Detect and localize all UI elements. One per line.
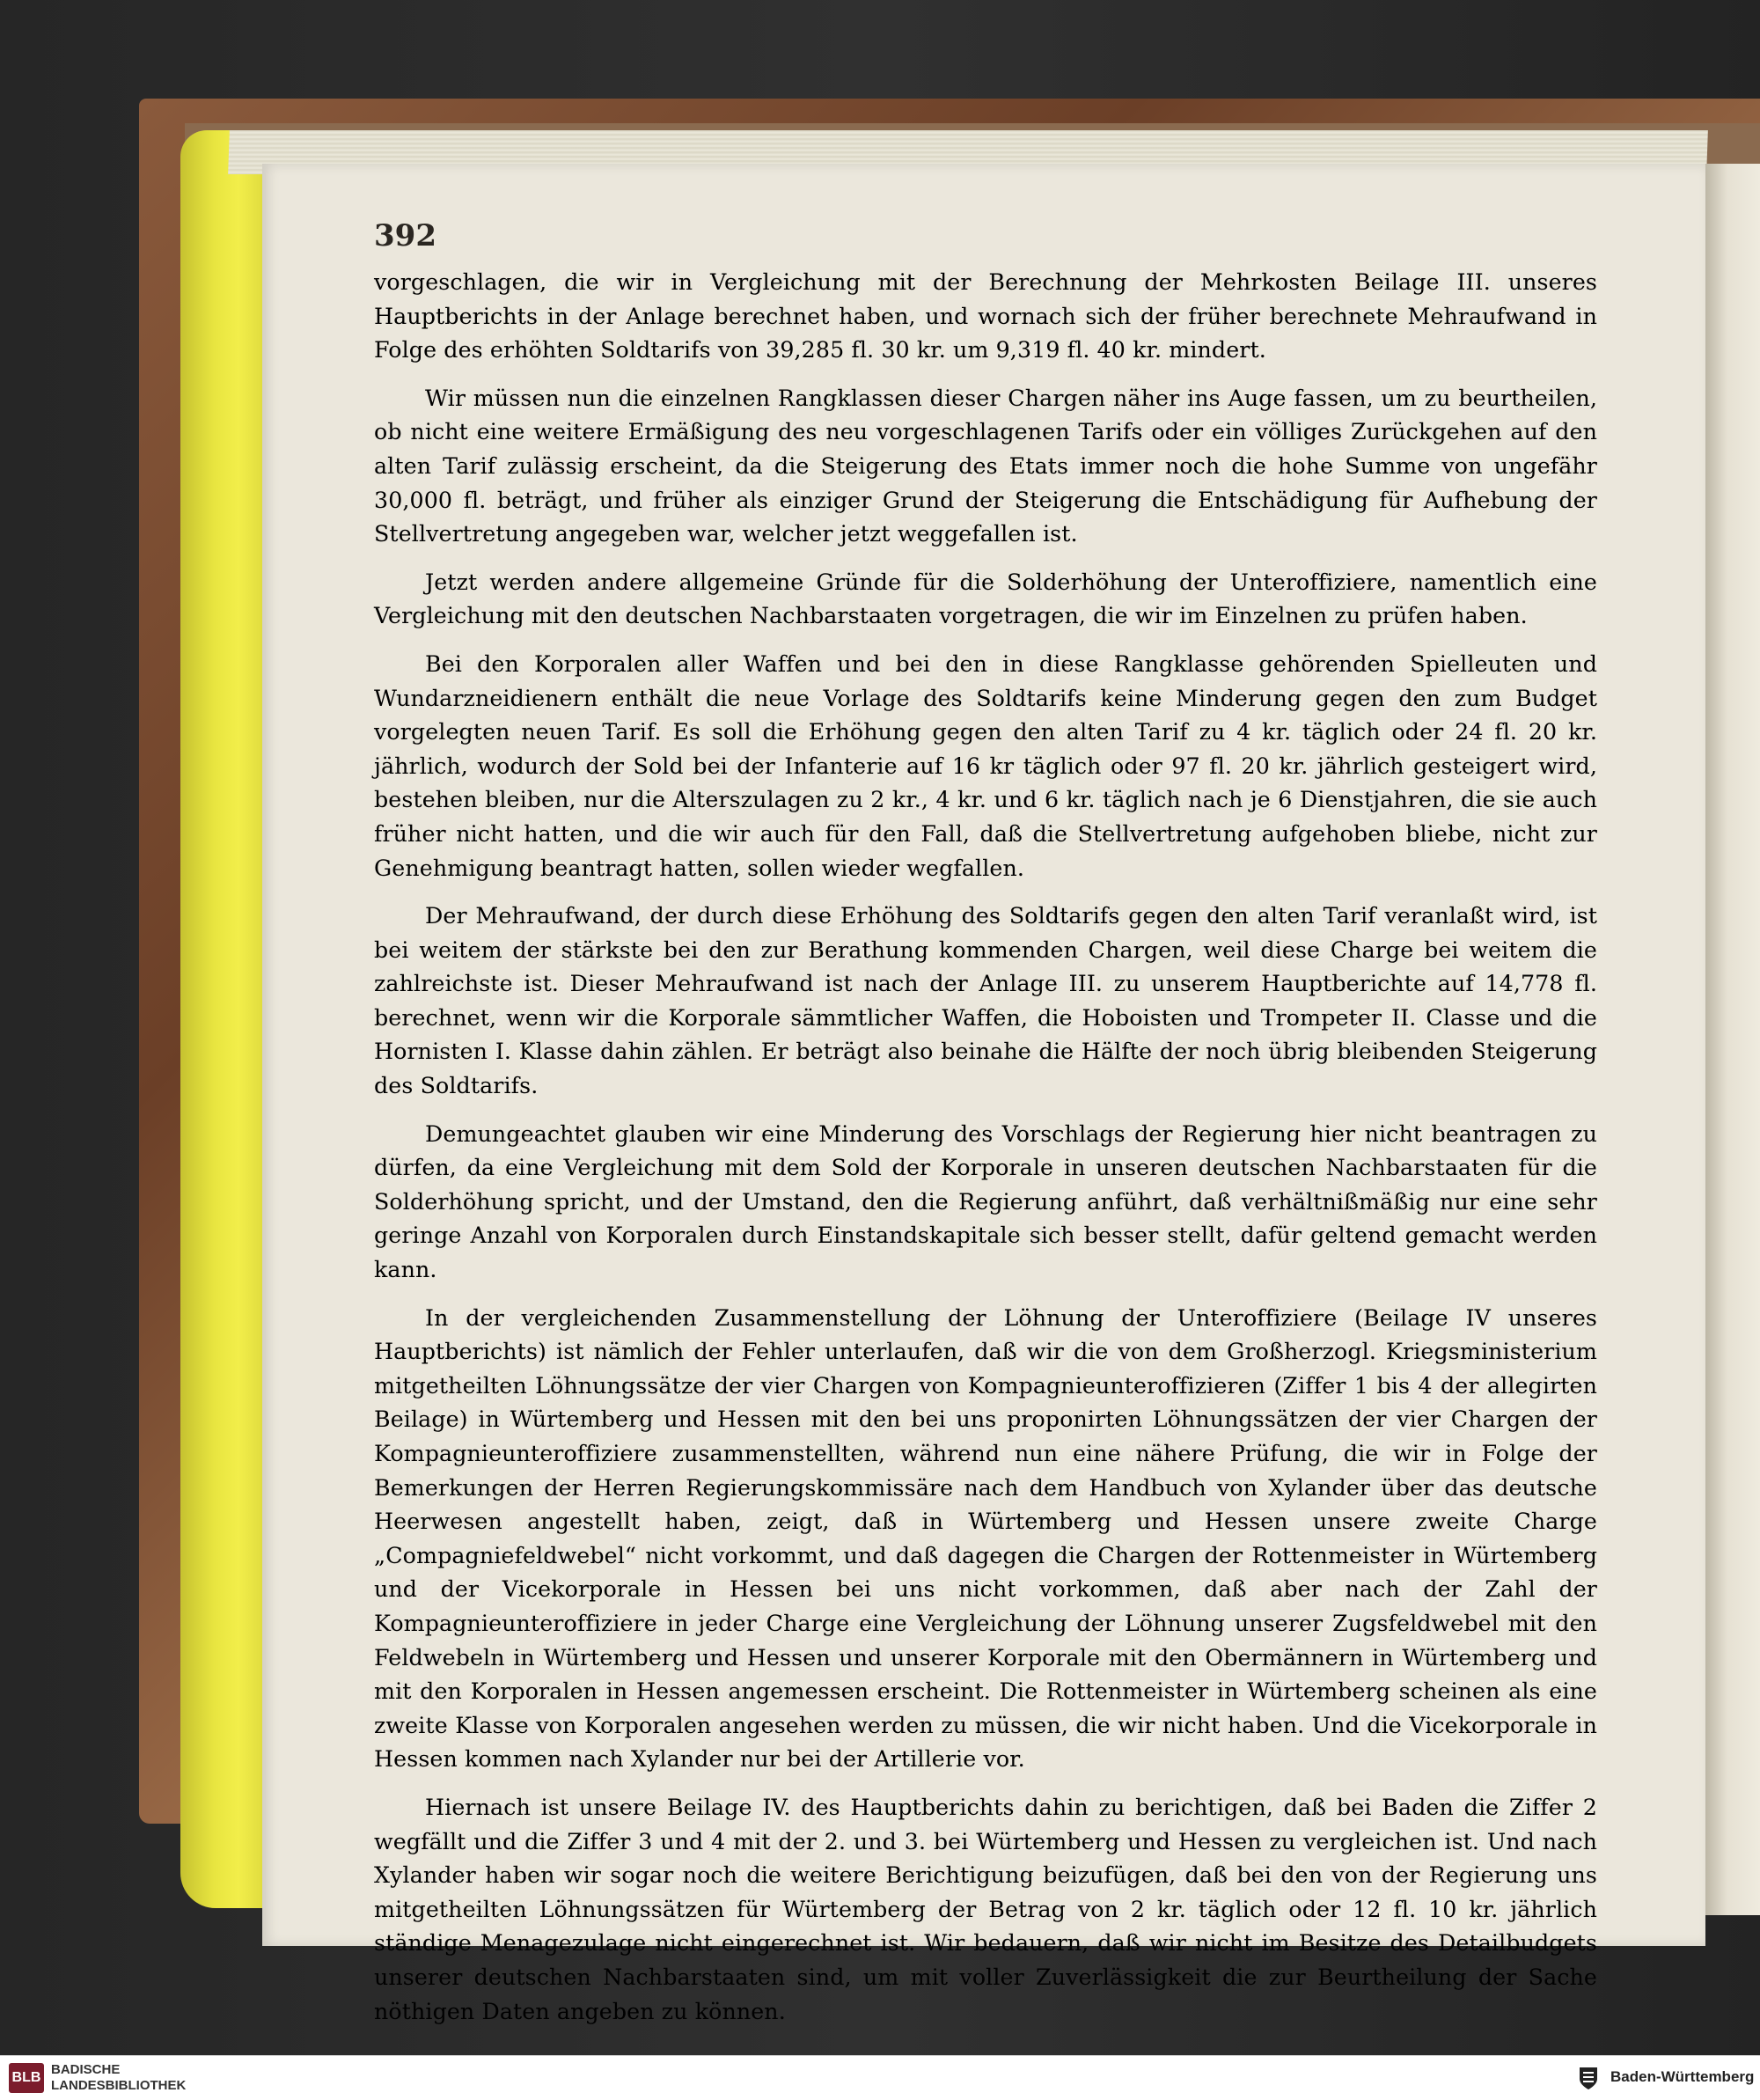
paragraph: Der Mehraufwand, der durch diese Erhöhung des Soldtarifs gegen den alten Tarif veranlaßt wird, ist bei weitem der stärkste bei den zur Berathung kommenden Chargen, weil diese Charge bei weitem die zahlreichste ist. Dieser Mehraufwand ist nach der Anlage III. zu unserem Hauptberichte auf 14,778 fl. berechnet, wenn wir die Korporale sämmtlicher Waffen, die Hoboisten und Trompeter II. Classe und die Hornisten I. Klasse dahin zählen. Er beträgt also beinahe die Hälfte der noch übrig bleibenden Steigerung des Soldtarifs. <box>374 903 1597 1099</box>
footer-bar <box>0 2055 1760 2100</box>
paragraph: Hiernach ist unsere Beilage IV. des Hauptberichts dahin zu berichtigen, daß bei Baden die Ziffer 2 wegfällt und die Ziffer 3 und 4 mit der 2. und 3. bei Würtemberg und Hessen zu vergleichen ist. Und nach Xylander haben wir sogar noch die weitere Berichtigung beizufügen, daß bei den von der Regierung uns mitgetheilten Löhnungssätzen für Würtemberg der Betrag von 2 kr. täglich oder 12 fl. 10 kr. jährlich ständige Menagezulage nicht eingerechnet ist. Wir bedauern, daß wir nicht im Besitze des Detailbudgets unserer deutschen Nachbarstaaten sind, um mit voller Zuverlässigkeit die zur Beurtheilung der Sache nöthigen Daten angeben zu können. <box>374 1794 1597 2024</box>
blb-name[interactable] <box>51 2062 186 2094</box>
page-number: 392 <box>374 218 436 253</box>
facing-page-edge <box>1705 164 1760 1915</box>
baden-wuerttemberg-label[interactable]: Baden-Württemberg <box>1610 2068 1755 2085</box>
paragraph: Demungeachtet glauben wir eine Minderung des Vorschlags der Regierung hier nicht beantragen zu dürfen, da eine Vergleichung mit dem Sold der Korporale in unseren deutschen Nachbarstaaten für die Solderhöhung spricht, und der Umstand, den die Regierung anführt, daß verhältnißmäßig nur eine sehr geringe Anzahl von Korporalen durch Einstandskapitale sich besser stellt, dafür geltend gemacht werden kann. <box>374 1120 1597 1283</box>
paragraph: vorgeschlagen, die wir in Vergleichung mit der Berechnung der Mehrkosten Beilage III. unseres Hauptberichts in der Anlage berechnet haben, und wornach sich der früher berechnete Mehraufwand in Folge des erhöhten Soldtarifs von 39,285 fl. 30 kr. um 9,319 fl. 40 kr. mindert. <box>374 269 1597 363</box>
blb-name-line2: LANDESBIBLIOTHEK <box>51 2078 187 2093</box>
paragraph: Jetzt werden andere allgemeine Gründe für die Solderhöhung der Unteroffiziere, namentlich eine Vergleichung mit den deutschen Nachbarstaaten vorgetragen, die wir im Einzelnen zu prüfen haben. <box>374 569 1597 629</box>
paragraph: In der vergleichenden Zusammenstellung der Löhnung der Unteroffiziere (Beilage IV unseres Hauptberichts) ist nämlich der Fehler unterlaufen, daß wir die von dem Großherzogl. Kriegsministerium mitgetheilten Löhnungssätze der vier Chargen von Kompagnieunteroffizieren (Ziffer 1 bis 4 der allegirten Beilage) in Würtemberg und Hessen mit den bei uns proponirten Löhnungssätzen der vier Chargen der Kompagnieunteroffiziere zusammenstellten, während nun eine nähere Prüfung, die wir in Folge der Bemerkungen der Herren Regierungskommissäre nach dem Handbuch von Xylander über das deutsche Heerwesen angestellt haben, zeigt, daß in Würtemberg und Hessen unsere zweite Charge „Compagniefeldwebel“ nicht vorkommt, und daß dagegen die Chargen der Rottenmeister in Würtemberg und der Vicekorporale in Hessen bei uns nicht vorkommen, daß aber nach der Zahl der Kompagnieunteroffiziere in jeder Charge eine Vergleichung der Löhnung unserer Zugsfeldwebel mit den Feldwebeln in Würtemberg und Hessen und unserer Korporale mit den Obermännern in Würtemberg und mit den Korporalen in Hessen angemessen erscheint. Die Rottenmeister in Würtemberg scheinen als eine zweite Klasse von Korporalen angesehen werden zu müssen, die wir nicht haben. Und die Vicekorporale in Hessen kommen nach Xylander nur bei der Artillerie vor. <box>374 1304 1597 1773</box>
coat-of-arms-icon <box>1575 2065 1602 2091</box>
blb-name-line1: BADISCHE <box>51 2062 121 2077</box>
page-text <box>374 266 1597 2043</box>
paragraph: Bei den Korporalen aller Waffen und bei den in diese Rangklasse gehörenden Spielleuten und Wundarzneidienern enthält die neue Vorlage des Soldtarifs keine Minderung gegen den zum Budget vorgelegten neuen Tarif. Es soll die Erhöhung gegen den alten Tarif zu 4 kr. täglich oder 24 fl. 20 kr. jährlich, wodurch der Sold bei der Infanterie auf 16 kr täglich oder 97 fl. 20 kr. jährlich gesteigert wird, bestehen bleiben, nur die Alterszulagen zu 2 kr., 4 kr. und 6 kr. täglich nach je 6 Dienstjahren, die sie auch früher nicht hatten, und die wir auch für den Fall, daß die Stellvertretung aufgehoben bliebe, nicht zur Genehmigung beantragt hatten, sollen wieder wegfallen. <box>374 650 1597 881</box>
paragraph: Wir müssen nun die einzelnen Rangklassen dieser Chargen näher ins Auge fassen, um zu beurtheilen, ob nicht eine weitere Ermäßigung des neu vorgeschlagenen Tarifs oder ein völliges Zurückgehen auf den alten Tarif zulässig erscheint, da die Steigerung des Etats immer noch die hohe Summe von ungefähr 30,000 fl. beträgt, und früher als einziger Grund der Steigerung die Entschädigung für Aufhebung der Stellvertretung angegeben war, welcher jetzt weggefallen ist. <box>374 385 1597 547</box>
blb-logo[interactable]: BLB <box>9 2063 44 2093</box>
